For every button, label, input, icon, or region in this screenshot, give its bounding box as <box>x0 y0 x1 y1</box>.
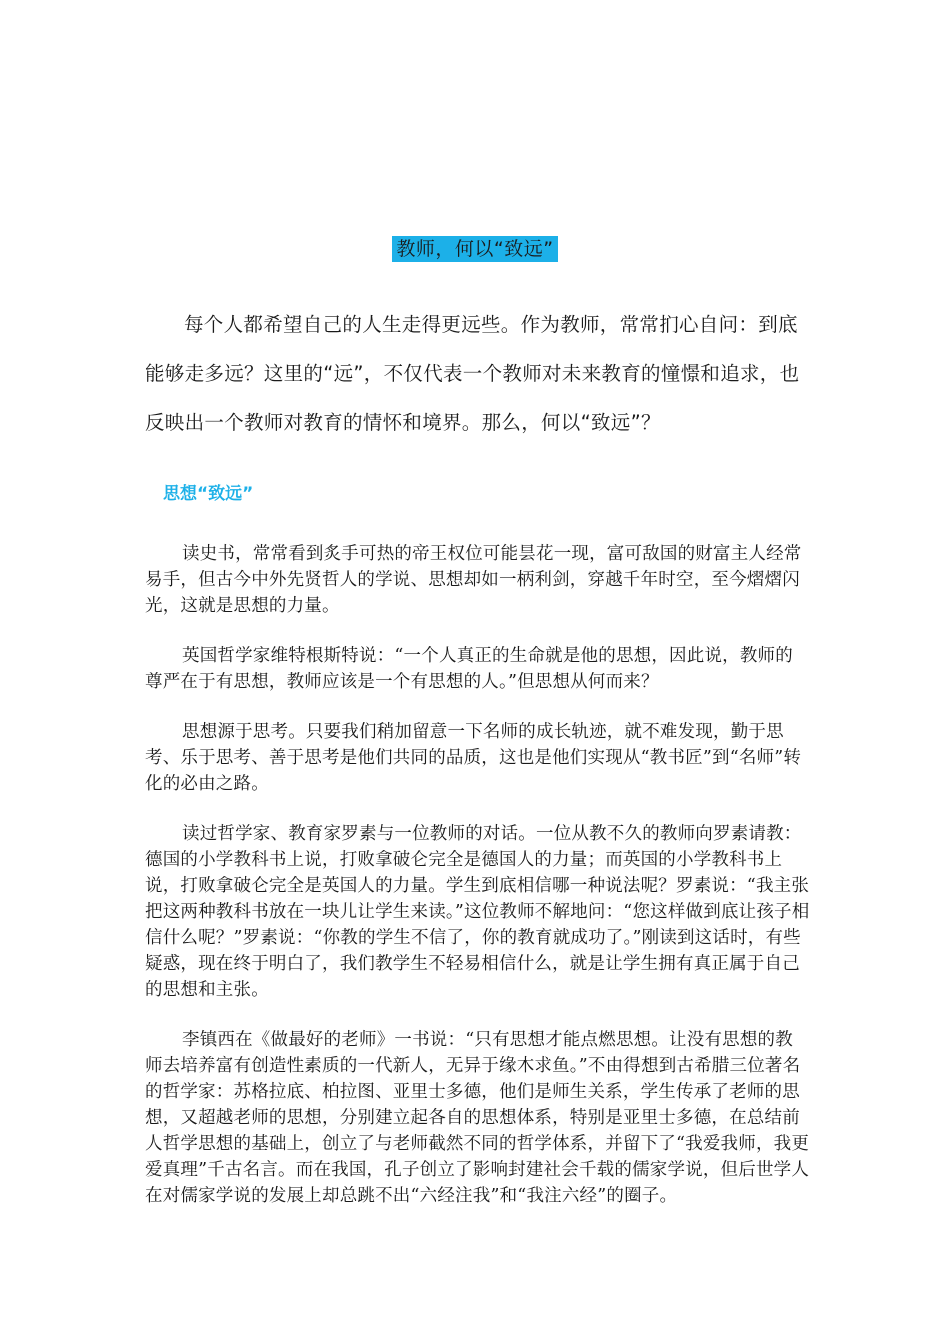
section-body <box>145 541 810 1233</box>
intro-paragraph: 每个人都希望自己的人生走得更远些。作为教师，常常扪心自问：到底能够走多远？这里的“远”，不仅代表一个教师对未来教育的憧憬和追求，也反映出一个教师对教育的情怀和境界。那么，何以“致远”？ <box>145 313 800 434</box>
title-container <box>0 236 950 262</box>
body-paragraph: 李镇西在《做最好的老师》一书说：“只有思想才能点燃思想。让没有思想的教师去培养富有创造性素质的一代新人，无异于缘木求鱼。”不由得想到古希腊三位著名的哲学家：苏格拉底、柏拉图、亚里士多德，他们是师生关系，学生传承了老师的思想，又超越老师的思想，分别建立起各自的思想体系，特别是亚里士多德，在总结前人哲学思想的基础上，创立了与老师截然不同的哲学体系，并留下了“我爱我师，我更爱真理”千古名言。而在我国，孔子创立了影响封建社会千载的儒家学说，但后世学人在对儒家学说的发展上却总跳不出“六经注我”和“我注六经”的圈子。 <box>145 1030 810 1206</box>
article-title: 教师，何以“致远” <box>392 236 557 262</box>
body-paragraph: 思想源于思考。只要我们稍加留意一下名师的成长轨迹，就不难发现，勤于思考、乐于思考、善于思考是他们共同的品质，这也是他们实现从“教书匠”到“名师”转化的必由之路。 <box>145 722 802 794</box>
body-paragraph: 读过哲学家、教育家罗素与一位教师的对话。一位从教不久的教师向罗素请教：德国的小学教科书上说，打败拿破仑完全是德国人的力量；而英国的小学教科书上说，打败拿破仑完全是英国人的力量。学生到底相信哪一种说法呢？罗素说：“我主张把这两种教科书放在一块儿让学生来读。”这位教师不解地问：“您这样做到底让孩子相信什么呢？”罗素说：“你教的学生不信了，你的教育就成功了。”刚读到这话时，有些疑惑，现在终于明白了，我们教学生不轻易相信什么，就是让学生拥有真正属于自己的思想和主张。 <box>145 824 810 1000</box>
body-paragraph: 英国哲学家维特根斯特说：“一个人真正的生命就是他的思想，因此说，教师的尊严在于有思想，教师应该是一个有思想的人。”但思想从何而来？ <box>145 646 793 692</box>
section-heading: 思想“致远” <box>163 484 254 504</box>
body-paragraph: 读史书，常常看到炙手可热的帝王权位可能昙花一现，富可敌国的财富主人经常易手，但古今中外先贤哲人的学说、思想却如一柄利剑，穿越千年时空，至今熠熠闪光，这就是思想的力量。 <box>145 544 802 616</box>
